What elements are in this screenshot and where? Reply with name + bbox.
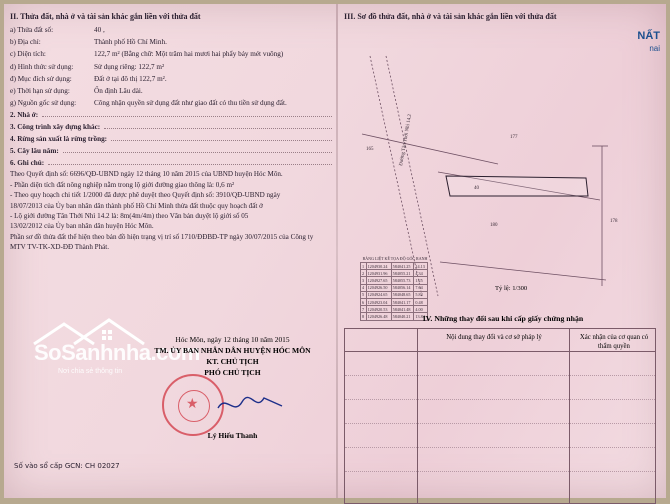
coord-cell: 584041.17	[391, 298, 414, 305]
coord-cell: 8	[362, 313, 365, 319]
parcel-label-165: 165	[366, 147, 374, 152]
land-row-key: c) Diện tích:	[10, 50, 46, 59]
notes-block	[10, 169, 332, 252]
coord-cell: 14.13	[414, 263, 428, 270]
note-line: - Lộ giới đường Tân Thới Nhì 14.2 là: 8m(4m/4m) theo Văn bản duyệt lộ giới số 05	[10, 212, 249, 221]
signature-icon	[216, 390, 286, 420]
parcel-label-main: 40	[474, 186, 479, 191]
note-line: Theo Quyết định số: 6696/QĐ-UBND ngày 12 tháng 10 năm 2015 của UBND huyện Hóc Môn.	[10, 170, 283, 179]
coord-cell: 1204927.65	[366, 277, 391, 284]
land-row	[10, 97, 332, 109]
coord-row	[361, 284, 428, 291]
sub-item-label: 4. Rừng sản xuất là rừng trồng:	[10, 135, 108, 144]
changes-section	[344, 314, 662, 350]
land-row-value: Sử dụng riêng: 122,7 m²	[94, 62, 165, 71]
road-label: Đường Tân Thới Nhì 14.2	[399, 113, 414, 167]
note-line: MTV TV-TK-XD-ĐĐ Thành Phát.	[10, 243, 110, 252]
coord-cell: 4	[362, 285, 365, 291]
sub-item-label: 3. Công trình xây dựng khác:	[10, 123, 101, 132]
coord-cell: 584056.14	[391, 284, 414, 291]
changes-header-confirm: Xác nhận của cơ quan có thẩm quyền	[579, 334, 649, 350]
coord-cell: 6	[362, 299, 365, 305]
coord-cell: 584055.21	[391, 270, 414, 277]
issue-date: Hóc Môn, ngày 12 tháng 10 năm 2015	[175, 335, 290, 344]
parcel-label-177: 177	[510, 135, 518, 140]
land-row	[10, 36, 332, 48]
sub-item	[10, 157, 332, 169]
coord-row	[361, 291, 428, 298]
land-row-key: đ) Mục đích sử dụng:	[10, 74, 72, 83]
signer-name: Lý Hiếu Thanh	[207, 431, 258, 440]
land-row	[10, 61, 332, 73]
coord-cell: 5.82	[414, 291, 428, 298]
logo-text-1: NẤT	[637, 30, 660, 42]
coord-row	[361, 306, 428, 313]
coord-cell: 7.64	[414, 284, 428, 291]
coord-cell: 584048.65	[391, 291, 414, 298]
map-scale: Tỷ lệ: 1/300	[495, 285, 528, 292]
coord-cell: 5	[362, 292, 365, 298]
section-title-map: III. Sơ đồ thửa đất, nhà ở và tài sản khác gắn liền với thửa đất	[344, 12, 557, 21]
sub-item-label: 2. Nhà ở:	[10, 111, 39, 120]
land-row-key: e) Thời hạn sử dụng:	[10, 87, 70, 96]
sub-item	[10, 133, 332, 145]
land-row	[10, 73, 332, 85]
coord-cell: 584041.25	[391, 263, 414, 270]
changes-table	[344, 328, 656, 504]
coord-cell: 1204931.96	[366, 270, 391, 277]
role-title: PHÓ CHỦ TỊCH	[204, 368, 261, 377]
coord-cell: 2	[362, 270, 365, 276]
coord-cell: 1204920.53	[366, 306, 391, 313]
coord-table-title: BẢNG LIỆT KÊ TỌA ĐỘ GÓC RANH	[362, 256, 428, 261]
coord-cell: 1204926.48	[366, 313, 391, 320]
coord-cell: 4.00	[414, 306, 428, 313]
land-info-list	[10, 24, 332, 109]
land-row-value: Đất ở tại đô thị 122,7 m².	[94, 74, 167, 83]
sub-item-label: 6. Ghi chú:	[10, 159, 45, 168]
sub-item	[10, 121, 332, 133]
land-row	[10, 85, 332, 97]
land-row-value: Thành phố Hồ Chí Minh.	[94, 38, 167, 47]
official-seal-icon: ★	[162, 374, 224, 436]
parcel-label-180: 180	[490, 223, 498, 228]
note-line: 13/02/2012 của Ủy ban nhân dân huyện Hóc Môn.	[10, 222, 154, 231]
coord-cell: 1.25	[414, 277, 428, 284]
coord-table	[360, 262, 428, 321]
cert-number: Số vào sổ cấp GCN: CH 02027	[14, 462, 120, 470]
coord-row	[361, 270, 428, 277]
land-row-key: g) Nguồn gốc sử dụng:	[10, 99, 77, 108]
watermark-brand: SoSanhnha.com	[34, 340, 200, 365]
coord-cell: 13.84	[414, 313, 428, 320]
coord-cell: 584040.21	[391, 313, 414, 320]
right-page	[344, 10, 662, 24]
coord-cell: 0.48	[414, 298, 428, 305]
land-row-key: a) Thửa đất số:	[10, 26, 54, 34]
sub-item-label: 5. Cây lâu năm:	[10, 147, 59, 156]
page-fold	[336, 4, 338, 498]
left-page	[10, 10, 332, 253]
sub-items-list	[10, 109, 332, 169]
kt-title: KT. CHỦ TỊCH	[206, 357, 259, 366]
parcel-label-178: 178	[610, 219, 618, 224]
coord-cell: 584041.48	[391, 306, 414, 313]
note-line: - Phần diện tích đất nông nghiệp nằm trong lộ giới đường giao thông là: 0,6 m²	[10, 180, 235, 189]
land-row	[10, 48, 332, 60]
coord-cell: 1204923.04	[366, 298, 391, 305]
coord-cell: 1204924.65	[366, 291, 391, 298]
coord-cell: 1204926.50	[366, 284, 391, 291]
coord-cell: 4.34	[414, 270, 428, 277]
coord-cell: 1204930.24	[366, 263, 391, 270]
land-row-value: 40 ,	[94, 26, 105, 34]
land-row-value: Ổn định Lâu dài.	[94, 87, 143, 96]
coord-row	[361, 277, 428, 284]
note-line: 18/07/2013 của Ủy ban nhân dân thành phố Hồ Chí Minh thửa đất thuộc quy hoạch đất ở	[10, 201, 263, 210]
logo-text-2: nai	[649, 44, 660, 53]
section-title-land: II. Thửa đất, nhà ở và tài sản khác gắn liền với thửa đất	[10, 12, 201, 21]
land-row-key: d) Hình thức sử dụng:	[10, 62, 74, 71]
coord-cell: 7	[362, 306, 365, 312]
changes-title: IV. Những thay đổi sau khi cấp giấy chứng nhận	[422, 314, 584, 323]
changes-header-content: Nội dung thay đổi và cơ sở pháp lý	[446, 334, 542, 341]
authority-name: TM. ỦY BAN NHÂN DÂN HUYỆN HÓC MÔN	[154, 346, 311, 355]
note-line: Phần sơ đồ thửa đất thể hiện theo bản đồ hiện trạng vị trí số 1710/ĐĐBĐ-TP ngày 30/07/2015 của Công ty	[10, 232, 314, 241]
land-row-value: 122,7 m² (Bằng chữ: Một trăm hai mươi hai phẩy bảy mét vuông)	[94, 50, 284, 59]
watermark-tagline: Nơi chia sẻ thông tin	[58, 368, 123, 375]
coord-cell: 1	[362, 263, 365, 269]
coord-row	[361, 263, 428, 270]
coord-cell: 3	[362, 277, 365, 283]
sub-item	[10, 109, 332, 121]
land-row	[10, 24, 332, 36]
coord-cell: 584055.73	[391, 277, 414, 284]
sub-item	[10, 145, 332, 157]
land-row-value: Công nhận quyền sử dụng đất như giao đất có thu tiền sử dụng đất.	[94, 99, 287, 108]
land-row-key: b) Địa chỉ:	[10, 38, 41, 47]
note-line: - Theo quy hoạch chi tiết 1/2000 đã được phê duyệt theo Quyết định số: 3910/QĐ-UBND ngày	[10, 191, 281, 200]
coord-row	[361, 298, 428, 305]
